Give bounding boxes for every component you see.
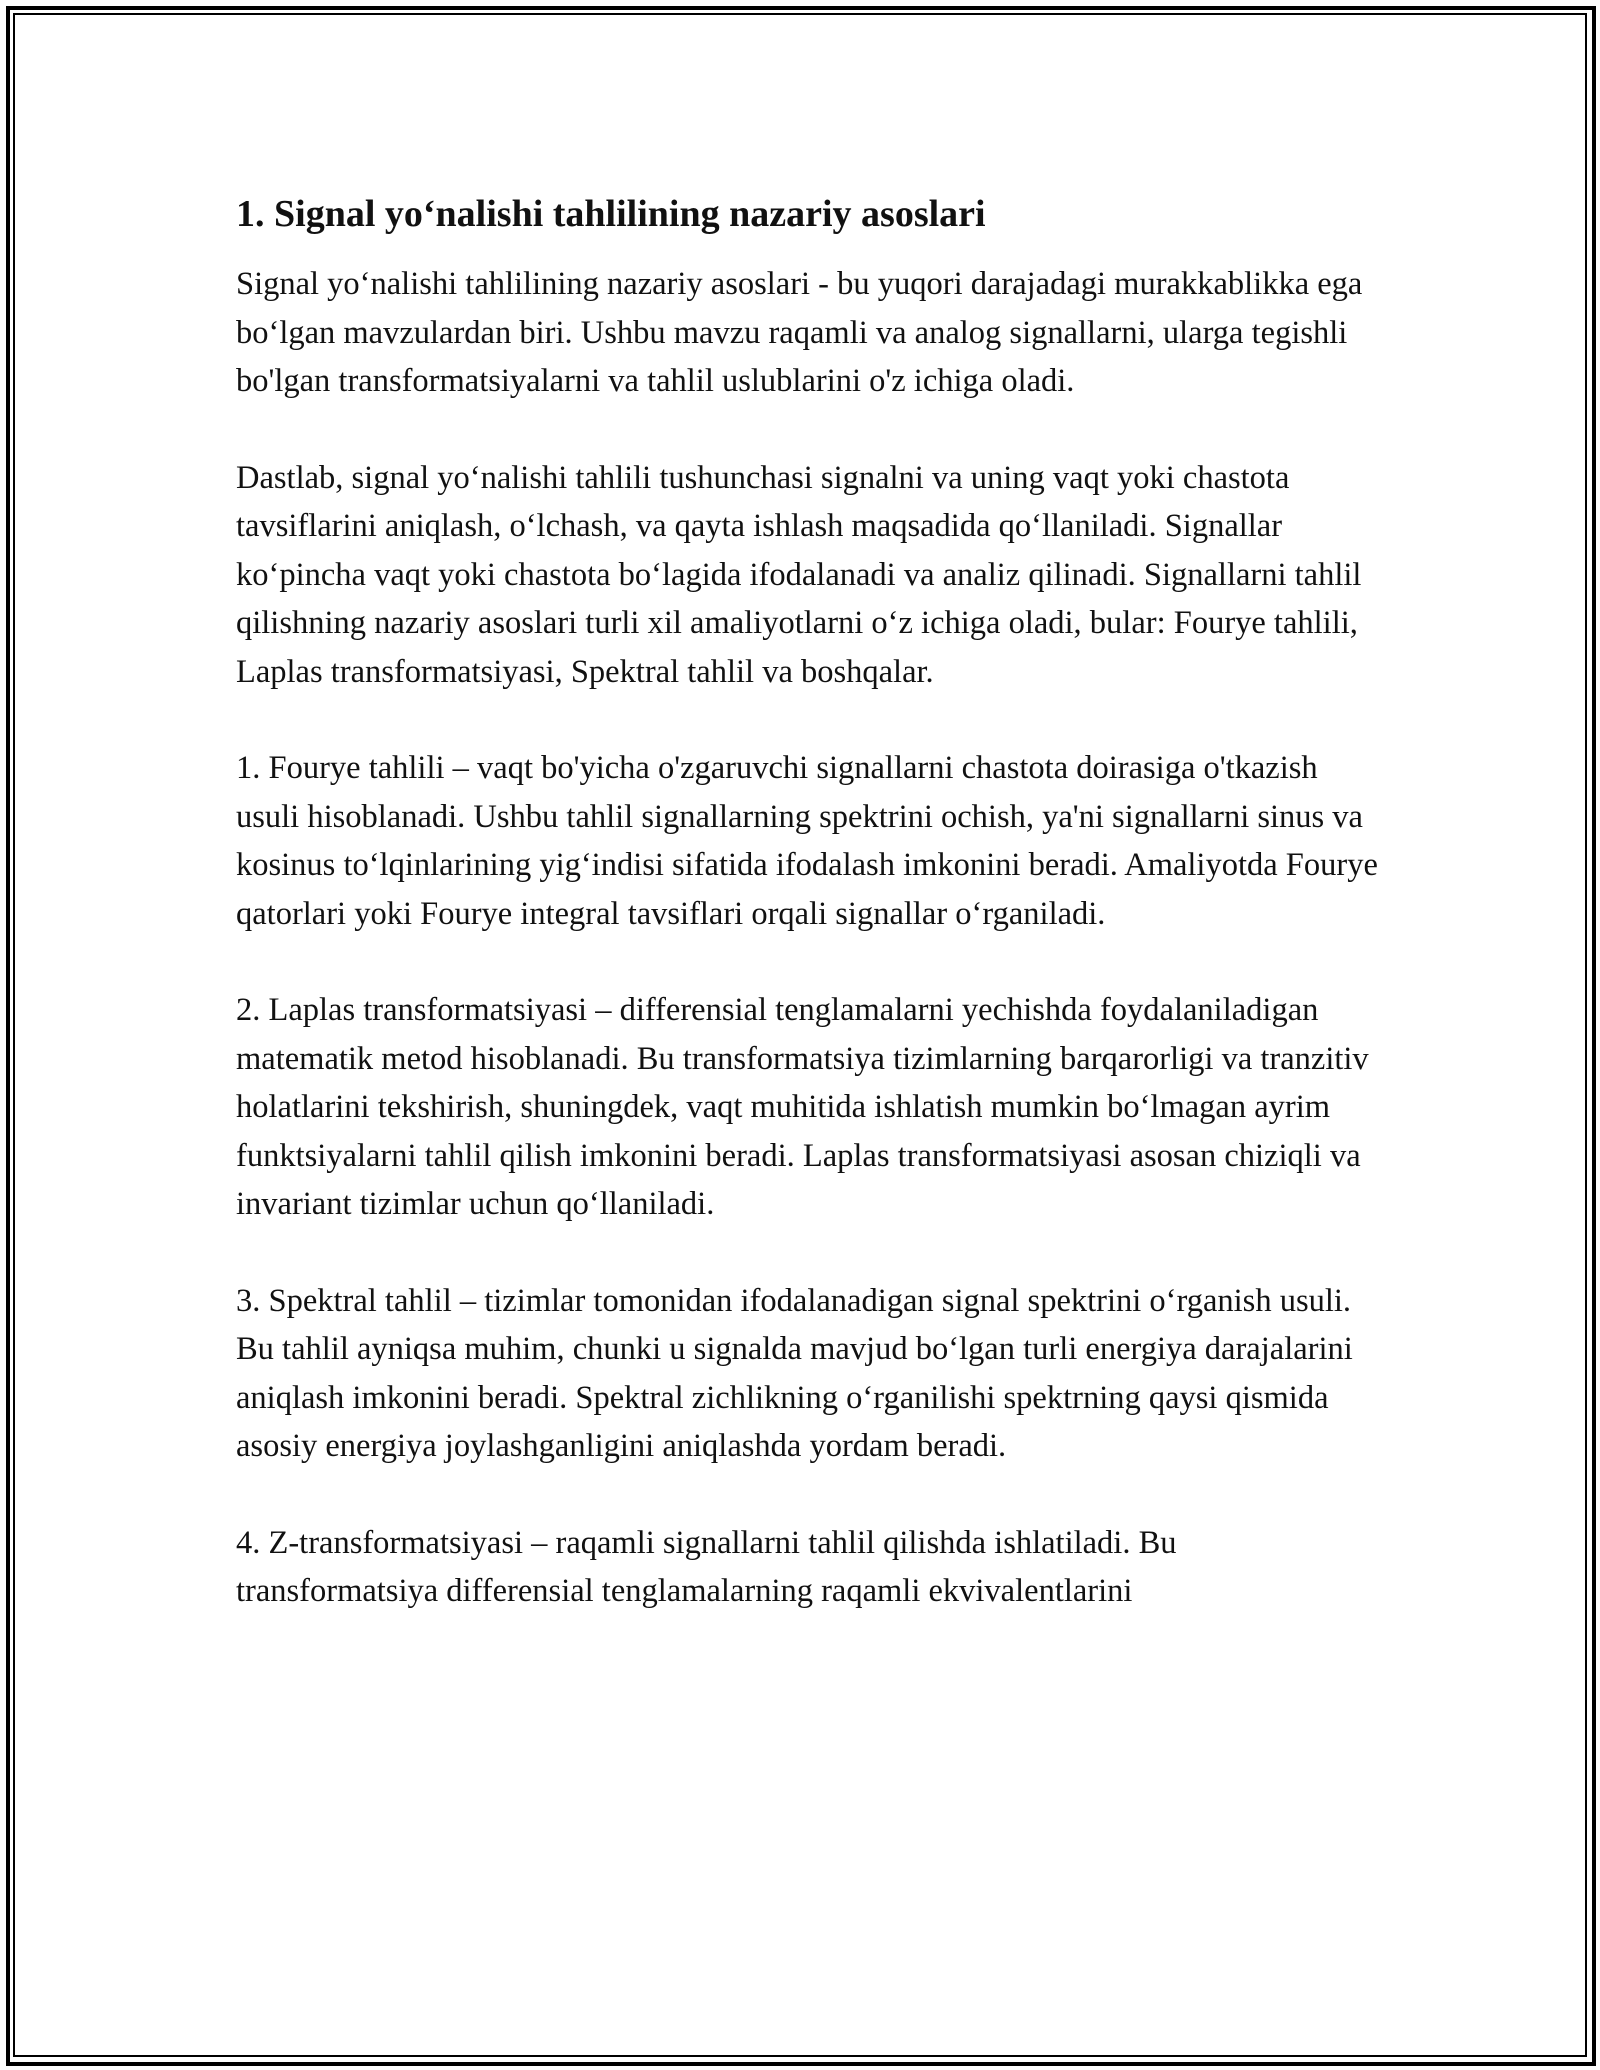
document-body bbox=[236, 186, 1386, 1664]
overview-paragraph: Dastlab, signal yo‘nalishi tahlili tushunchasi signalni va uning vaqt yoki chastota tavsiflarini aniqlash, o‘lchash, va qayta ishlash maqsadida qo‘llaniladi. Signallar ko‘pincha vaqt yoki chastota bo‘lagida ifodalanadi va analiz qilinadi. Signallarni tahlil qilishning nazariy asoslari turli xil amaliyotlarni o‘z ichiga oladi, bular: Fourye tahlili, Laplas transformatsiyasi, Spektral tahlil va boshqalar. bbox=[236, 459, 1362, 690]
fourier-paragraph: 1. Fourye tahlili – vaqt bo'yicha o'zgaruvchi signallarni chastota doirasiga o'tkazish usuli hisoblanadi. Ushbu tahlil signallarning spektrini ochish, ya'ni signallarni sinus va kosinus to‘lqinlarining yig‘indisi sifatida ifodalash imkonini beradi. Amaliyotda Fourye qatorlari yoki Fourye integral tavsiflari orqali signallar o‘rganiladi. bbox=[236, 750, 1378, 932]
spectral-paragraph: 3. Spektral tahlil – tizimlar tomonidan ifodalanadigan signal spektrini o‘rganish usuli. Bu tahlil ayniqsa muhim, chunki u signalda mavjud bo‘lgan turli energiya darajalarini aniqlash imkonini beradi. Spektral zichlikning o‘rganilishi spektrning qaysi qismida asosiy energiya joylashganligini aniqlashda yordam beradi. bbox=[236, 1282, 1353, 1464]
z-transform-paragraph: 4. Z-transformatsiyasi – raqamli signallarni tahlil qilishda ishlatiladi. Bu transformatsiya differensial tenglamalarning raqamli ekvivalentlarini bbox=[236, 1524, 1177, 1609]
laplace-paragraph: 2. Laplas transformatsiyasi – differensial tenglamalarni yechishda foydalaniladigan matematik metod hisoblanadi. Bu transformatsiya tizimlarning barqarorligi va tranzitiv holatlarini tekshirish, shuningdek, vaqt muhitida ishlatish mumkin bo‘lmagan ayrim funktsiyalarni tahlil qilish imkonini beradi. Laplas transformatsiyasi asosan chiziqli va invariant tizimlar uchun qo‘llaniladi. bbox=[236, 992, 1369, 1222]
intro-paragraph: Signal yo‘nalishi tahlilining nazariy asoslari - bu yuqori darajadagi murakkablikka ega bo‘lgan mavzulardan biri. Ushbu mavzu raqamli va analog signallarni, ularga tegishli bo'lgan transformatsiyalarni va tahlil uslublarini o'z ichiga oladi. bbox=[236, 266, 1363, 399]
section-title: 1. Signal yo‘nalishi tahlilining nazariy asoslari bbox=[236, 193, 986, 235]
